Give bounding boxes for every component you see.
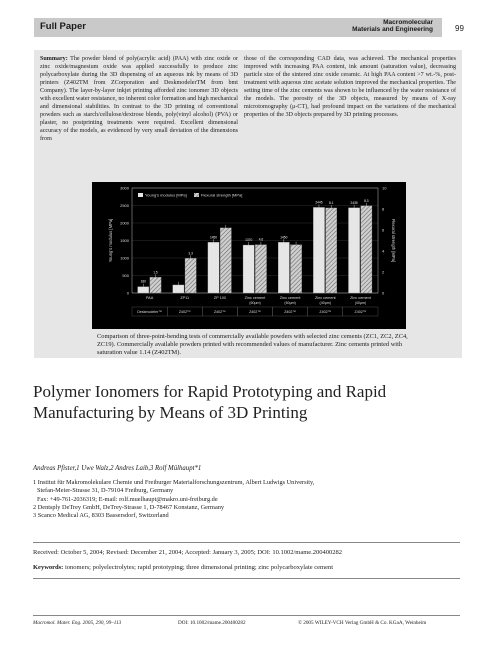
category-label-sub: (40µm)	[354, 301, 367, 305]
keywords-label: Keywords:	[33, 564, 64, 571]
left-tick-label: 3000	[120, 185, 129, 191]
printer-label: Z402™	[284, 310, 297, 314]
article-authors: Andreas Pfister,1 Uwe Walz,2 Andres Laib,3 Rolf Mülhaupt*1	[33, 465, 202, 472]
category-label: ZP 100	[213, 296, 226, 300]
bar-youngs-modulus	[243, 245, 254, 293]
affiliation-line: 2 Dentsply DeTrey GmbH, DeTrey-Strasse 1, D-78467 Konstanz, Germany	[33, 503, 225, 511]
summary-right-column: those of the corresponding CAD data, was achieved. The mechanical properties improved with increasing PAA content, ink amount (saturation value), decreasing particle size of the sintered zinc oxide ceramic. At high PAA content >7 wt.-%, post-treatment with aqueous zinc acetate solution improved the mechanical properties. The setting time of the zinc cements was shown to be influenced by the water resistance of the models. The porosity of the 3D objects, measured by means of X-ray microtomography (μ-CT), had profound impact on the variations of the mechanical properties of the 3D objects prepared by 3D printing processes.	[244, 56, 456, 119]
category-label: Zinc cement	[244, 296, 266, 300]
left-tick-label: 2500	[120, 203, 129, 208]
affiliation-line: Fax: +49-761-2036319; E-mail: rolf.muelhaupt@makro.uni-freiburg.de	[37, 495, 218, 503]
bar-flexural-strength	[220, 228, 231, 293]
data-label: 3.3	[188, 251, 193, 256]
page-number: 99	[455, 24, 464, 33]
figure-caption: Comparison of three-point-bending tests of commercially available powders with selected zinc cements (ZC1, ZC2, ZC4, ZC19). Commercially available powders printed with recommended values of manufacturer. Zinc cements printed with saturation value 1.14 (Z402TM).	[97, 333, 408, 356]
bar-flexural-strength	[150, 277, 161, 293]
left-tick-label: 0	[126, 290, 129, 296]
right-tick-label: 0	[382, 290, 385, 296]
bar-flexural-strength	[326, 208, 337, 293]
article-title: Polymer Ionomers for Rapid Prototyping and Rapid Manufacturing by Means of 3D Printing	[33, 382, 387, 422]
category-label: Zinc cement	[314, 296, 336, 300]
y-axis-label-left: Young's modulus [MPa]	[108, 218, 113, 263]
keywords	[33, 564, 333, 571]
divider-top	[33, 542, 460, 543]
left-tick-label: 1000	[120, 255, 129, 261]
summary-left-column	[40, 55, 238, 144]
bar-youngs-modulus	[348, 208, 359, 293]
right-tick-label: 6	[382, 227, 385, 233]
data-label: 8.3	[364, 198, 369, 203]
journal-name	[352, 19, 433, 33]
affiliation-line: 1 Institut für Makromolekulare Chemie und Freiburger Materialforschungszentrum, Albert Ludwigs University,	[33, 479, 315, 486]
category-label-sub: (60µm)	[284, 301, 296, 305]
bending-test-chart	[92, 182, 406, 329]
right-tick-label: 2	[382, 269, 385, 275]
legend-swatch	[194, 193, 199, 197]
category-label: PAA	[145, 296, 154, 300]
data-label: 2435	[350, 200, 358, 205]
summary-left-text: The powder blend of poly(acrylic acid) (PAA) with zinc oxide or zinc oxide/magnesium oxide was applied successfully to produce zinc polycarboxylate during the 3D dispensing of an aqueous ink by means of 3D printers (Z402TM from ZCorporation and DeskmodelerTM from bmt Company). The layer-by-layer inkjet printing afforded zinc ionomer 3D objects with excellent water resistance, no inherent color formation and high mechanical and dimensional stabilities. In contrast to the 3D printing of conventional powders such as starch/cellulose/dextrose blends, poly(vinyl alcohol) (PVA) or plaster, no postprinting treatments were required. Excellent dimensional accuracy of the models, as evidenced by very small deviation of the dimensions from	[40, 56, 238, 143]
data-label: 2445	[315, 200, 323, 205]
legend-label: Flexural strength [MPa]	[201, 192, 243, 198]
bar-flexural-strength	[185, 258, 196, 293]
category-label: ZP11	[180, 296, 190, 300]
affiliation-line: 3 Scanco Medical AG, 8303 Bassersdorf, Switzerland	[33, 512, 169, 520]
bar-flexural-strength	[290, 245, 301, 293]
data-label: 180	[140, 279, 146, 284]
affiliation-line: Stefan-Meier-Strasse 31, D-79104 Freiburg, Germany	[37, 487, 174, 495]
bar-youngs-modulus	[138, 287, 149, 293]
footer-citation: Macromol. Mater. Eng. 2005, 290, 99–113	[33, 620, 122, 626]
bar-flexural-strength	[255, 245, 266, 293]
footer-doi: DOI: 10.1002/mame.200400282	[178, 620, 246, 626]
bar-youngs-modulus	[313, 207, 324, 293]
y-axis-label-right: Flexural strength [MPa]	[391, 218, 396, 263]
category-label: Zinc cement	[279, 296, 301, 300]
bar-youngs-modulus	[173, 285, 184, 293]
data-label: 4.6	[258, 237, 264, 242]
keywords-text: ionomers; polyelectrolytes; rapid prototyping; three dimensional printing; zinc polycarboxylate cement	[63, 564, 334, 571]
bar-flexural-strength	[361, 206, 372, 293]
printer-label: Z402™	[249, 310, 261, 314]
category-label: Zinc cement	[350, 296, 371, 300]
printer-label: Z402™	[178, 310, 191, 314]
data-label: 1450	[209, 235, 218, 240]
divider-bottom	[33, 578, 460, 579]
data-label: 1.5	[153, 270, 158, 275]
printer-label: Z402™	[354, 310, 367, 314]
affiliations	[33, 479, 453, 520]
journal-name-line2: Materials and Engineering	[352, 26, 433, 33]
journal-name-line1: Macromolecular	[383, 19, 433, 26]
category-label-sub: (60µm)	[249, 301, 261, 305]
right-tick-label: 8	[382, 206, 385, 212]
section-label: Full Paper	[40, 21, 86, 32]
data-label: 1370	[245, 238, 253, 243]
bar-youngs-modulus	[278, 242, 289, 293]
footer-copyright: © 2005 WILEY-VCH Verlag GmbH & Co. KGaA, Weinheim	[298, 620, 427, 626]
data-label: 8.1	[328, 200, 334, 205]
printer-label: Z402™	[319, 310, 332, 314]
received-dates: Received: October 5, 2004; Revised: December 21, 2004; Accepted: January 3, 2005; DOI: 10.1002/mame.200400282	[33, 549, 343, 556]
data-label: 1450	[280, 235, 288, 240]
footer-rule	[33, 615, 460, 616]
printer-label: Deskmodeler™	[137, 310, 162, 314]
chart-svg	[92, 182, 406, 329]
right-tick-label: 10	[382, 185, 387, 191]
left-tick-label: 1500	[120, 238, 129, 243]
printer-label: Z402™	[213, 310, 226, 314]
right-tick-label: 4	[382, 248, 385, 254]
category-label-sub: (40µm)	[319, 301, 332, 305]
legend-label: Young's modulus [MPa]	[145, 192, 187, 198]
summary-label: Summary:	[40, 56, 68, 62]
left-tick-label: 2000	[120, 220, 129, 226]
left-tick-label: 500	[122, 273, 129, 278]
bar-youngs-modulus	[208, 242, 219, 293]
legend-swatch	[138, 193, 143, 197]
